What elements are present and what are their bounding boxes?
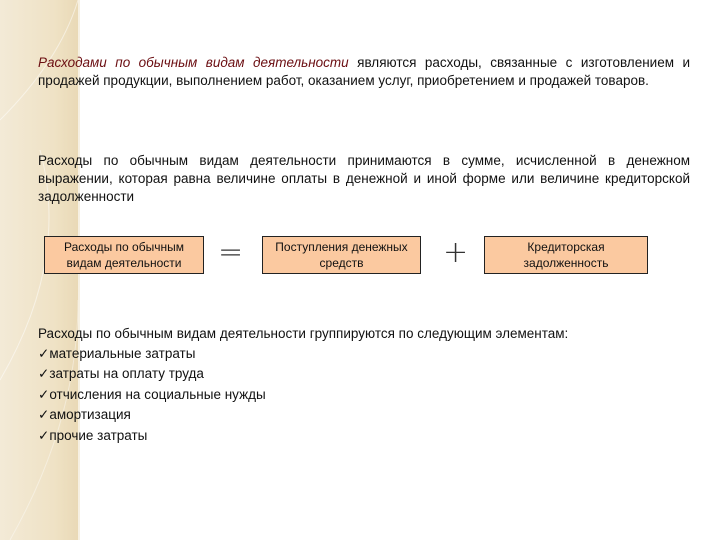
definition-paragraph (38, 54, 690, 90)
definition-text: являются расходы, связанные с изготовлением и продажей продукции, выполнением работ, оказанием услуг, приобретением и продажей товаров. (38, 55, 690, 88)
checkmark-icon: ✓ (38, 386, 50, 403)
checkmark-icon: ✓ (38, 407, 50, 423)
list-item: ✓прочие затраты (38, 427, 148, 444)
formula-box-expenses: Расходы по обычным видам деятельности (44, 236, 204, 274)
equals-sign: = (218, 235, 244, 270)
formula-box-cash-receipts: Поступления денежных средств (262, 236, 421, 274)
list-item: ✓отчисления на социальные нужды (38, 386, 266, 403)
plus-sign: + (443, 235, 469, 270)
measurement-paragraph: Расходы по обычным видам деятельности принимаются в сумме, исчисленной в денежном выражении, которая равна величине оплаты в денежной и иной форме или величине кредиторской задолженности (38, 153, 690, 204)
expense-elements-list (38, 324, 568, 446)
formula-box-payables: Кредиторская задолженность (484, 236, 648, 274)
checkmark-icon: ✓ (38, 366, 50, 382)
list-item: ✓амортизация (38, 407, 131, 423)
checkmark-icon: ✓ (38, 427, 50, 444)
defined-term: Расходами по обычным видам деятельности (38, 55, 349, 70)
checkmark-icon: ✓ (38, 345, 50, 362)
list-intro: Расходы по обычным видам деятельности группируются по следующим элементам: (38, 326, 569, 341)
list-item: ✓затраты на оплату труда (38, 366, 204, 382)
list-item: ✓материальные затраты (38, 345, 196, 362)
